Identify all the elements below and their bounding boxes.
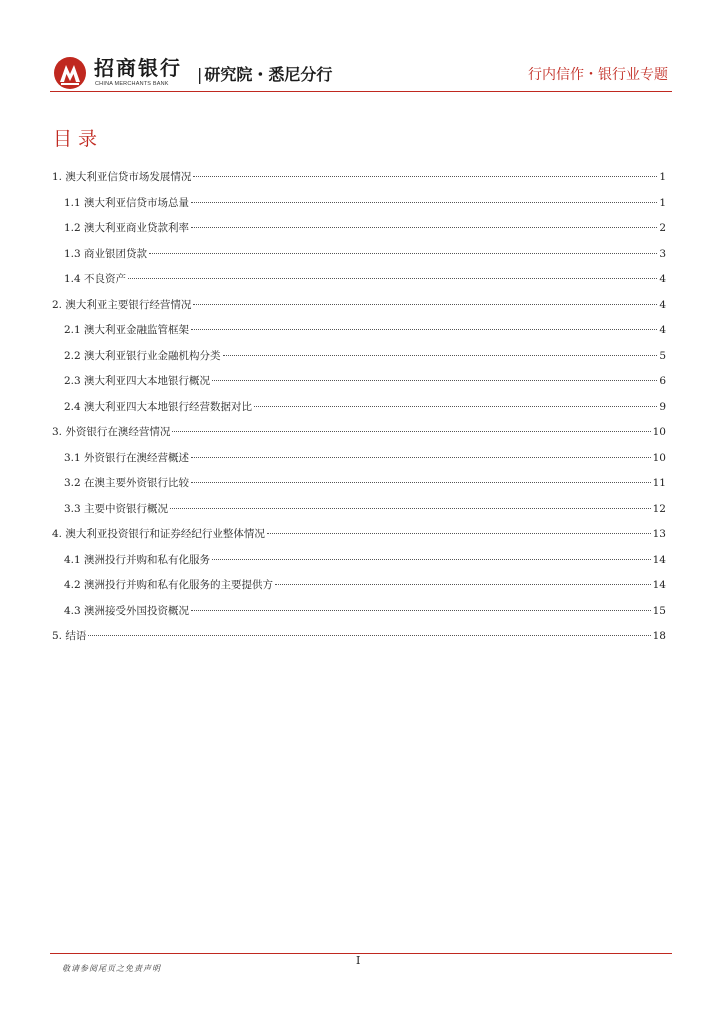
toc-leader: [191, 457, 651, 458]
toc-entry-page: 18: [652, 630, 666, 642]
toc-entry-3-2[interactable]: [52, 471, 666, 497]
toc-entry-page: 13: [652, 528, 666, 540]
toc-entry-label: 2.2 澳大利亚银行业金融机构分类: [64, 349, 221, 362]
toc-entry-5[interactable]: [52, 624, 666, 650]
disclaimer-note: 敬请参阅尾页之免责声明: [62, 964, 161, 973]
toc-leader: [267, 533, 651, 534]
toc-leader: [191, 227, 657, 228]
toc-entry-page: 10: [652, 451, 666, 464]
brand-name-en: CHINA MERCHANTS BANK: [95, 81, 169, 87]
toc-entry-2-3[interactable]: [52, 369, 666, 395]
toc-leader: [193, 304, 657, 305]
toc-entry-2-2[interactable]: [52, 344, 666, 370]
toc-entry-label: 4. 澳大利亚投资银行和证券经纪行业整体情况: [52, 528, 265, 540]
toc-entry-label: 4.3 澳洲接受外国投资概况: [64, 604, 190, 617]
toc-entry-label: 1.3 商业银团贷款: [64, 247, 148, 260]
department-text: 研究院・悉尼分行: [204, 65, 333, 84]
toc-entry-page: 5: [659, 349, 666, 362]
toc-entry-page: 10: [652, 426, 666, 438]
toc-leader: [223, 355, 658, 356]
toc-entry-3-3[interactable]: [52, 497, 666, 523]
toc-leader: [149, 253, 657, 254]
toc-list: [52, 165, 666, 650]
toc-leader: [191, 610, 651, 611]
toc-entry-1-1[interactable]: [52, 191, 666, 217]
toc-entry-label: 1.2 澳大利亚商业贷款利率: [64, 222, 190, 234]
series-label: 行内信作・银行业专题: [528, 67, 668, 83]
toc-entry-1-2[interactable]: [52, 216, 666, 242]
toc-entry-label: 2. 澳大利亚主要银行经营情况: [52, 298, 192, 311]
page-header: [0, 0, 724, 95]
toc-entry-label: 4.2 澳洲投行并购和私有化服务的主要提供方: [64, 579, 274, 591]
toc-entry-2[interactable]: [52, 293, 666, 319]
toc-entry-page: 14: [652, 579, 666, 591]
toc-leader: [191, 202, 657, 203]
brand-name-cn: 招商银行: [94, 56, 182, 80]
toc-entry-page: 4: [659, 298, 666, 311]
toc-leader: [128, 278, 657, 279]
toc-leader: [212, 380, 657, 381]
toc-entry-page: 9: [659, 400, 666, 413]
toc-entry-4[interactable]: [52, 522, 666, 548]
toc-leader: [254, 406, 657, 407]
footer-divider: [50, 953, 672, 954]
toc-entry-4-2[interactable]: [52, 573, 666, 599]
toc-leader: [212, 559, 651, 560]
separator-bar: |: [197, 65, 203, 84]
toc-entry-label: 1.1 澳大利亚信贷市场总量: [64, 196, 190, 209]
toc-entry-1[interactable]: [52, 165, 666, 191]
toc-entry-page: 3: [659, 247, 666, 260]
toc-title: 目录: [53, 128, 104, 150]
header-divider: [50, 91, 672, 92]
toc-leader: [88, 635, 650, 636]
toc-entry-label: 3.2 在澳主要外资银行比较: [64, 477, 190, 489]
toc-entry-label: 2.4 澳大利亚四大本地银行经营数据对比: [64, 400, 253, 413]
page-number: I: [356, 954, 361, 967]
toc-entry-4-3[interactable]: [52, 599, 666, 625]
toc-entry-1-3[interactable]: [52, 242, 666, 268]
toc-entry-page: 4: [659, 273, 666, 285]
toc-leader: [191, 482, 651, 483]
toc-entry-label: 2.3 澳大利亚四大本地银行概况: [64, 375, 211, 387]
toc-entry-label: 3. 外资银行在澳经营情况: [52, 426, 171, 438]
toc-entry-page: 1: [659, 171, 666, 183]
toc-entry-page: 1: [659, 196, 666, 209]
toc-leader: [193, 176, 657, 177]
toc-entry-2-4[interactable]: [52, 395, 666, 421]
toc-leader: [172, 431, 650, 432]
cmb-logo-icon: [53, 56, 87, 90]
toc-entry-label: 3.1 外资银行在澳经营概述: [64, 451, 190, 464]
toc-leader: [170, 508, 651, 509]
toc-entry-label: 4.1 澳洲投行并购和私有化服务: [64, 553, 211, 566]
toc-entry-label: 1. 澳大利亚信贷市场发展情况: [52, 171, 192, 183]
toc-entry-1-4[interactable]: [52, 267, 666, 293]
department-label: [197, 64, 332, 86]
toc-entry-page: 6: [659, 375, 666, 387]
toc-leader: [275, 584, 651, 585]
toc-leader: [191, 329, 657, 330]
toc-entry-page: 15: [652, 604, 666, 617]
toc-entry-label: 1.4 不良资产: [64, 273, 127, 285]
toc-entry-page: 12: [652, 502, 666, 515]
toc-entry-page: 14: [652, 553, 666, 566]
toc-entry-3-1[interactable]: [52, 446, 666, 472]
toc-entry-label: 5. 结语: [52, 630, 87, 642]
toc-entry-label: 3.3 主要中资银行概况: [64, 502, 169, 515]
toc-entry-page: 11: [652, 477, 666, 489]
toc-entry-page: 4: [659, 324, 666, 336]
toc-entry-4-1[interactable]: [52, 548, 666, 574]
toc-entry-2-1[interactable]: [52, 318, 666, 344]
toc-entry-page: 2: [659, 222, 666, 234]
toc-entry-3[interactable]: [52, 420, 666, 446]
toc-entry-label: 2.1 澳大利亚金融监管框架: [64, 324, 190, 336]
